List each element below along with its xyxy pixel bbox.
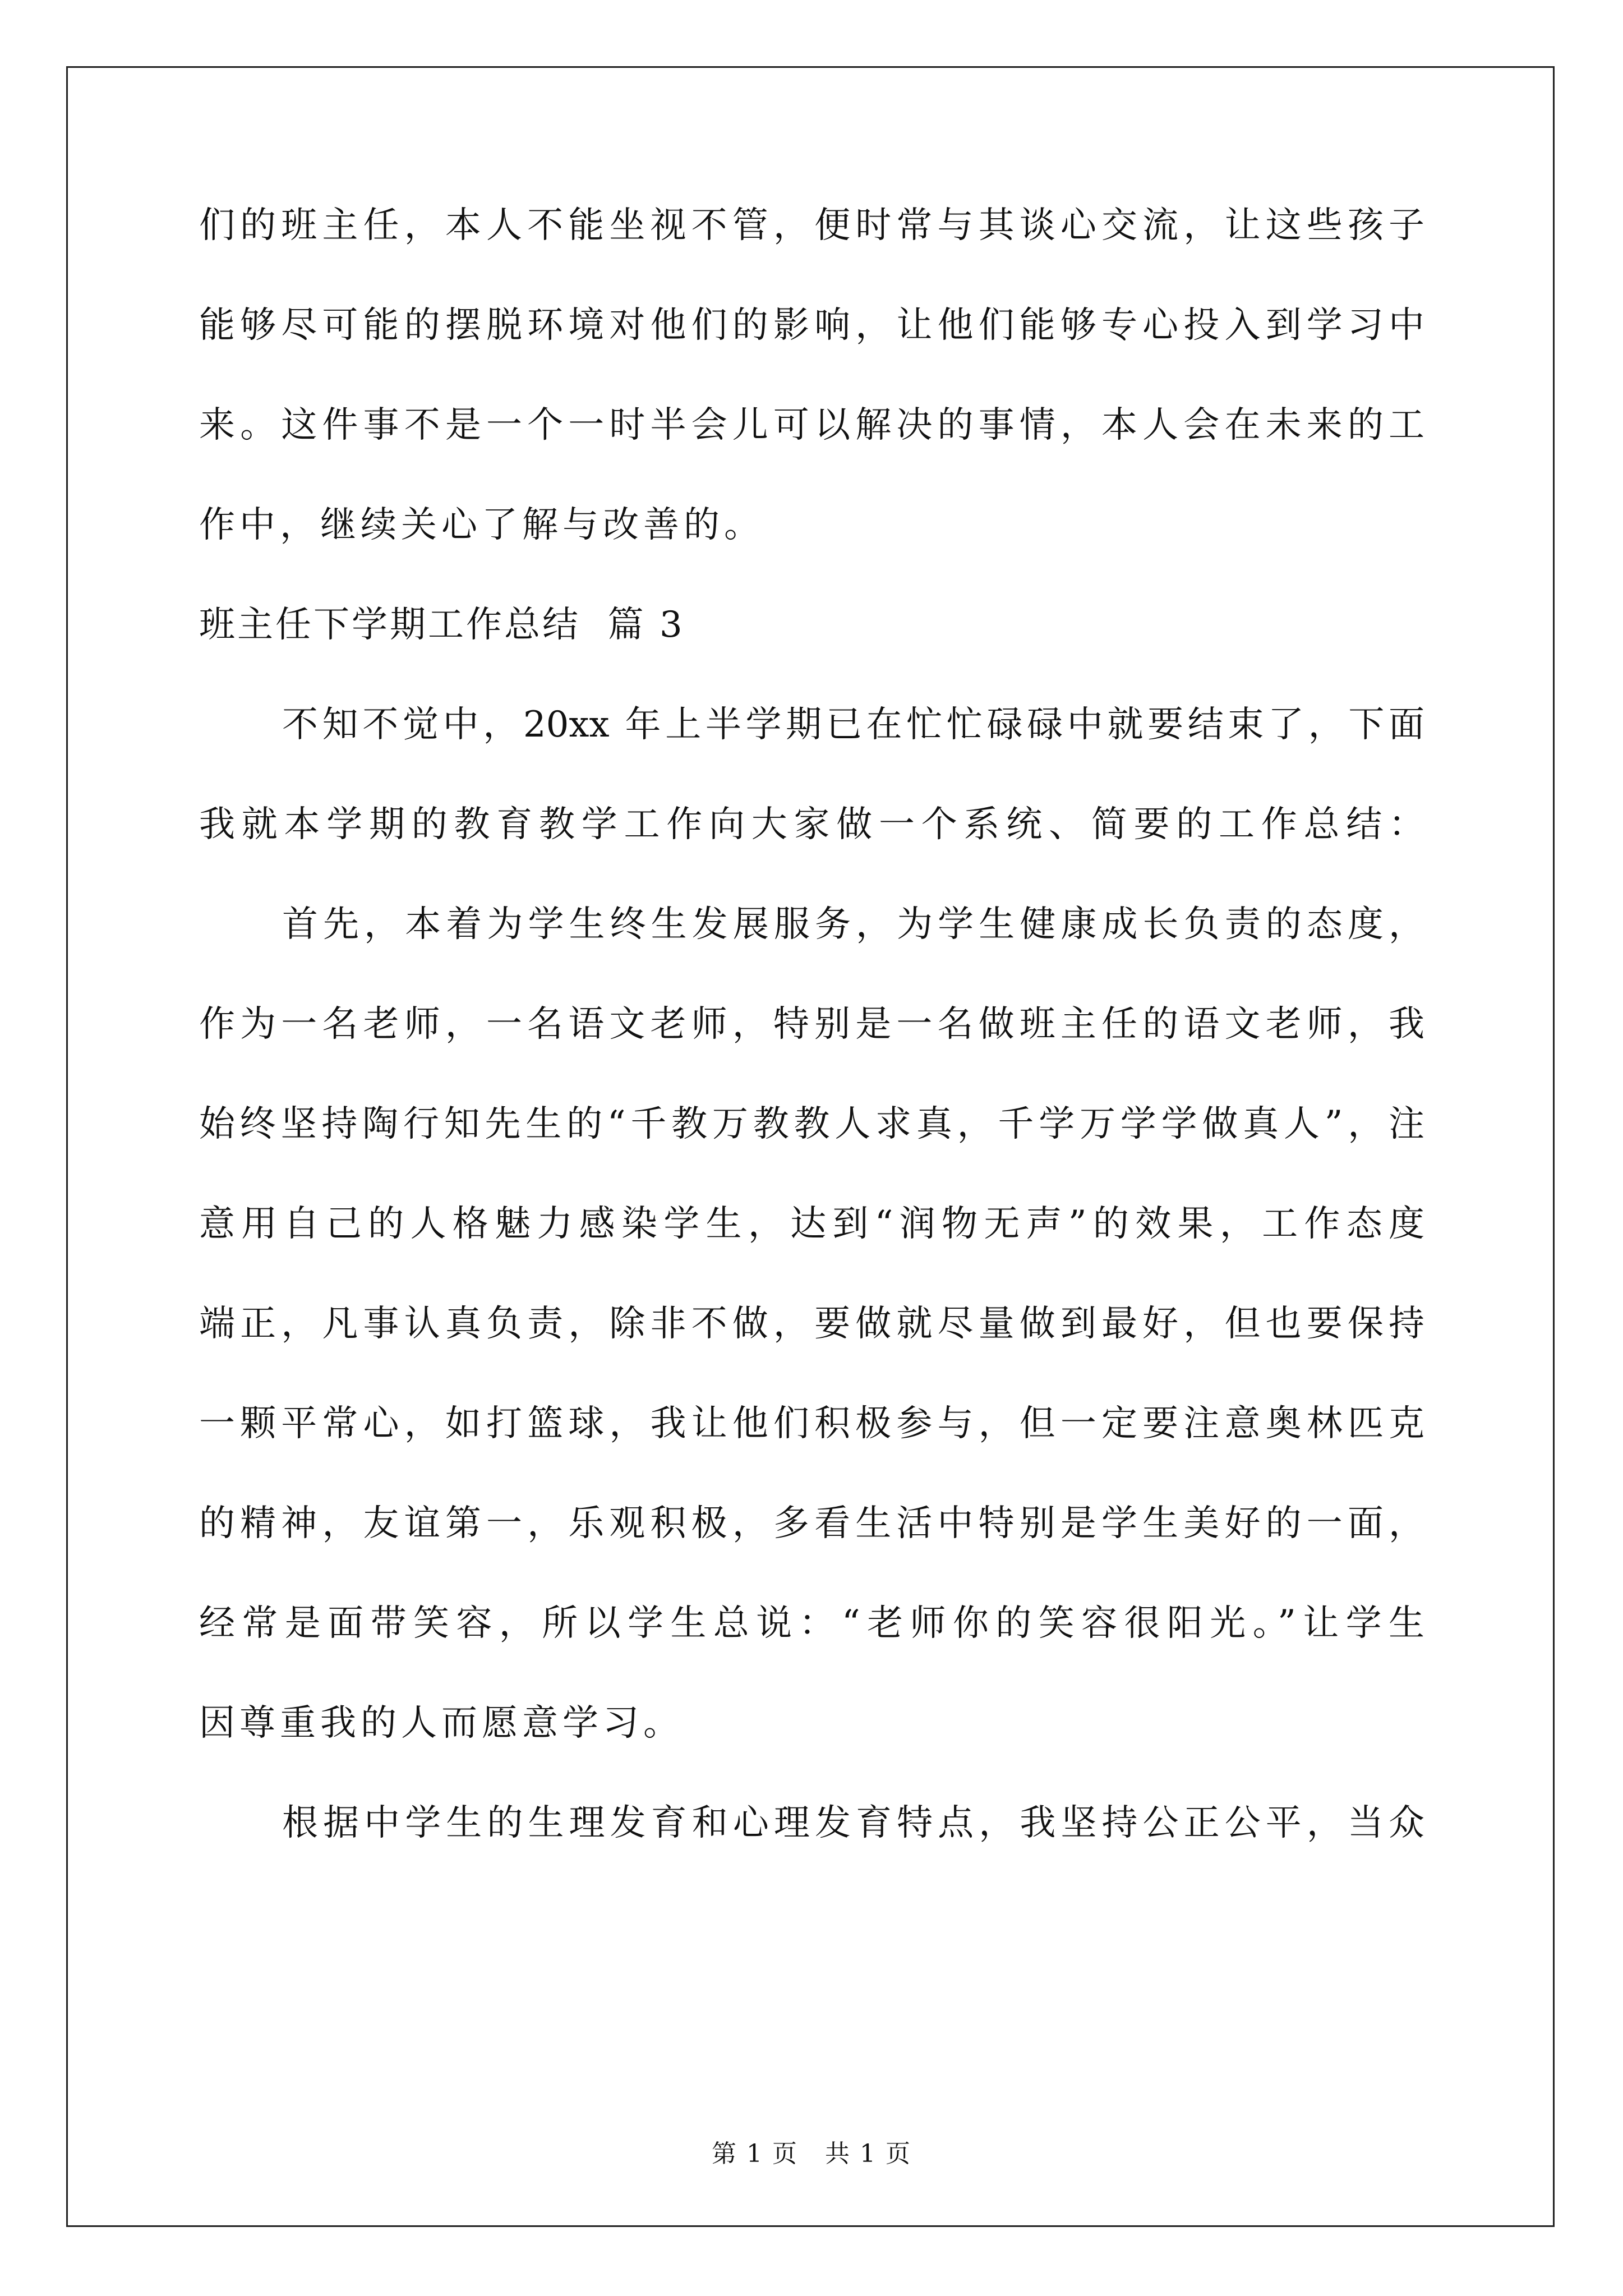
text-line: 的精神，友谊第一，乐观积极，多看生活中特别是学生美好的一面， [199, 1503, 1424, 1544]
text-line: 经常是面带笑容，所以学生总说：“老师你的笑容很阳光。”让学生 [199, 1603, 1424, 1644]
text-line: 能够尽可能的摆脱环境对他们的影响，让他们能够专心投入到学习中 [199, 305, 1424, 346]
text-line: 因尊重我的人而愿意学习。 [199, 1703, 684, 1744]
text-line: 们的班主任，本人不能坐视不管，便时常与其谈心交流，让这些孩子 [199, 205, 1424, 246]
text-line: 来。这件事不是一个一时半会儿可以解决的事情，本人会在未来的工 [199, 404, 1424, 446]
text-line: 端正，凡事认真负责，除非不做，要做就尽量做到最好，但也要保持 [199, 1303, 1424, 1345]
page-footer: 第 1 页 共 1 页 [712, 2139, 911, 2168]
text-line: 我就本学期的教育教学工作向大家做一个系统、简要的工作总结： [199, 804, 1424, 845]
text-line: 意用自己的人格魅力感染学生，达到“润物无声”的效果，工作态度 [199, 1203, 1424, 1245]
section-heading: 班主任下学期工作总结 篇 3 [199, 604, 685, 646]
text-line: 不知不觉中，20xx 年上半学期已在忙忙碌碌中就要结束了，下面 [282, 704, 1424, 746]
text-line: 作中，继续关心了解与改善的。 [199, 504, 764, 546]
text-line: 根据中学生的生理发育和心理发育特点，我坚持公正公平，当众 [282, 1802, 1424, 1844]
text-line: 作为一名老师，一名语文老师，特别是一名做班主任的语文老师，我 [199, 1004, 1424, 1045]
text-line: 始终坚持陶行知先生的“千教万教教人求真，千学万学学做真人”，注 [199, 1103, 1424, 1145]
document-body [199, 202, 1424, 1899]
text-line: 一颗平常心，如打篮球，我让他们积极参与，但一定要注意奥林匹克 [199, 1403, 1424, 1444]
text-line: 首先，本着为学生终生发展服务，为学生健康成长负责的态度， [282, 904, 1424, 945]
